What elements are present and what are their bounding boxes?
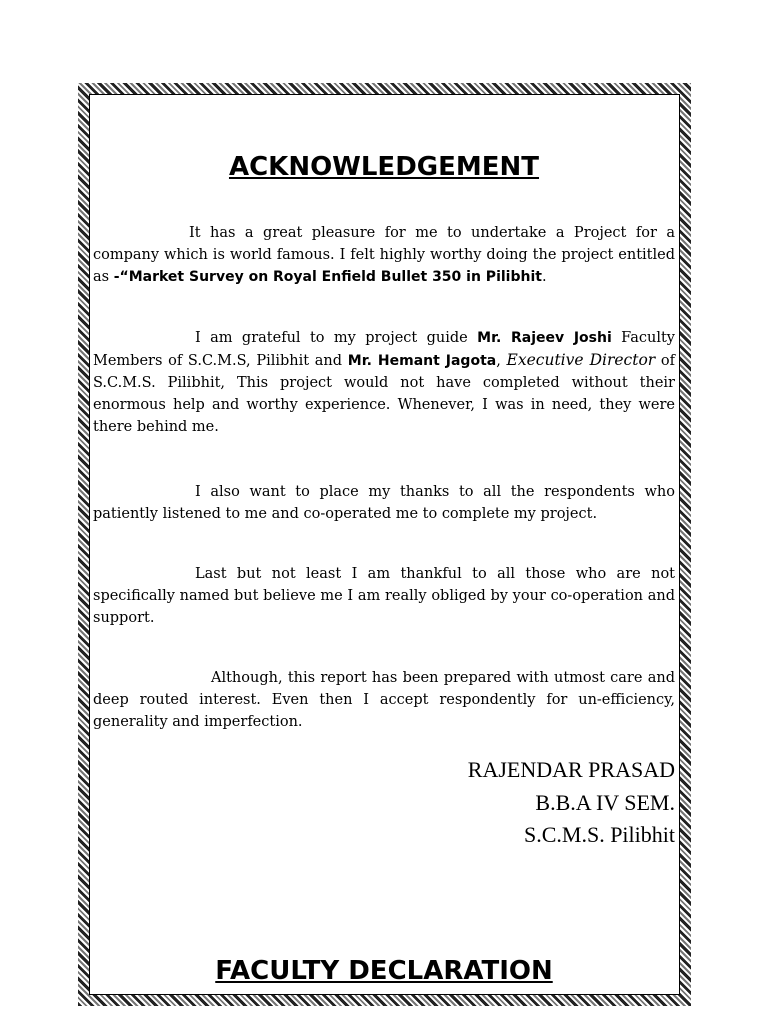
paragraph-2-c: , <box>496 353 507 369</box>
paragraph-2 <box>93 327 675 438</box>
faculty-declaration-title: FACULTY DECLARATION <box>215 956 553 986</box>
paragraph-2-d: of S.C.M.S. Pilibhit, This project would not have completed without their enormous help and worthy experience. Whenever, I was in need, they were there behind me. <box>93 353 676 435</box>
paragraph-1 <box>93 222 675 288</box>
paragraph-1-text: It has a great pleasure for me to undertake a Project for a company which is world famous. I felt highly worthy doing the project entitled as <box>93 225 675 285</box>
project-title: -“Market Survey on Royal Enfield Bullet 350 in Pilibhit <box>113 269 542 285</box>
signature-name: RAJENDAR PRASAD <box>467 757 675 782</box>
paragraph-3: I also want to place my thanks to all the respondents who patiently listened to me and co-operated me to complete my project. <box>93 484 675 522</box>
paragraph-5: Although, this report has been prepared with utmost care and deep routed interest. Even then I accept respondently for un-efficiency, generality and imperfection. <box>93 670 675 730</box>
director-name: Mr. Hemant Jagota <box>347 353 497 369</box>
signature-institute: S.C.M.S. Pilibhit <box>523 822 675 847</box>
guide-name: Mr. Rajeev Joshi <box>477 330 612 346</box>
paragraph-4: Last but not least I am thankful to all those who are not specifically named but believe me I am really obliged by your co-operation and support. <box>93 566 675 626</box>
signature-course: B.B.A IV SEM. <box>535 790 675 815</box>
paragraph-2-a: I am grateful to my project guide <box>195 330 478 346</box>
director-role: Executive Director <box>506 351 656 369</box>
page-title: ACKNOWLEDGEMENT <box>228 152 540 182</box>
paragraph-1-end: . <box>541 269 547 285</box>
paragraph-2-b: Faculty Members of S.C.M.S, Pilibhit and <box>93 330 675 369</box>
